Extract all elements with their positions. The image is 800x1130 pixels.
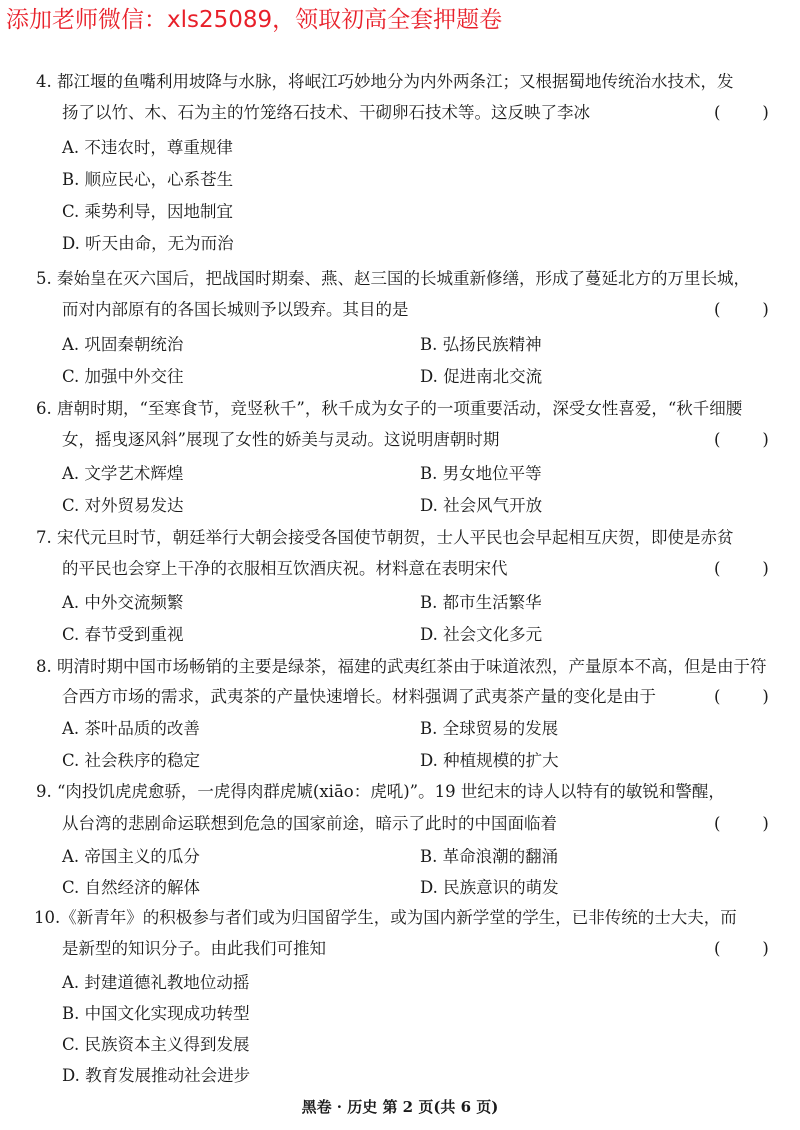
question-stem-line: 从台湾的悲剧命运联想到危急的国家前途，暗示了此时的中国面临着: [62, 814, 557, 833]
option-c[interactable]: C. 乘势利导，因地制宜: [62, 202, 234, 221]
question-stem-line: 女，摇曳逐风斜”展现了女性的娇美与灵动。这说明唐朝时期: [62, 430, 500, 449]
option-d[interactable]: D. 社会文化多元: [420, 625, 543, 644]
answer-bracket[interactable]: ( ): [714, 430, 769, 449]
question-stem-line: 扬了以竹、木、石为主的竹笼络石技术、干砌卵石技术等。这反映了李冰: [62, 103, 590, 122]
answer-bracket[interactable]: ( ): [714, 103, 769, 122]
option-c[interactable]: C. 自然经济的解体: [62, 878, 201, 897]
question-stem-line: 4. 都江堰的鱼嘴利用坡降与水脉，将岷江巧妙地分为内外两条江；又根据蜀地传统治水技术，发: [36, 72, 734, 91]
question-stem-line: 而对内部原有的各国长城则予以毁弃。其目的是: [62, 300, 409, 319]
option-b[interactable]: B. 中国文化实现成功转型: [62, 1004, 250, 1023]
option-b[interactable]: B. 全球贸易的发展: [420, 719, 559, 738]
option-a[interactable]: A. 中外交流频繁: [62, 593, 184, 612]
option-a[interactable]: A. 文学艺术辉煌: [62, 464, 184, 483]
question-stem-line: 合西方市场的需求，武夷茶的产量快速增长。材料强调了武夷茶产量的变化是由于: [62, 687, 656, 706]
option-d[interactable]: D. 促进南北交流: [420, 367, 543, 386]
question-stem-line: 的平民也会穿上干净的衣服相互饮酒庆祝。材料意在表明宋代: [62, 559, 508, 578]
option-b[interactable]: B. 都市生活繁华: [420, 593, 542, 612]
option-d[interactable]: D. 教育发展推动社会进步: [62, 1066, 251, 1085]
option-d[interactable]: D. 社会风气开放: [420, 496, 543, 515]
option-a[interactable]: A. 封建道德礼教地位动摇: [62, 973, 250, 992]
question-stem-line: 5. 秦始皇在灭六国后，把战国时期秦、燕、赵三国的长城重新修缮，形成了蔓延北方的万里长城，: [36, 269, 750, 288]
question-stem-line: 是新型的知识分子。由此我们可推知: [62, 939, 326, 958]
option-c[interactable]: C. 社会秩序的稳定: [62, 751, 201, 770]
question-stem-line: 9. “肉投饥虎虎愈骄，一虎得肉群虎虓(xiāo：虎吼)”。19 世纪末的诗人以特有的敏锐和警醒，: [36, 782, 725, 801]
option-c[interactable]: C. 民族资本主义得到发展: [62, 1035, 250, 1054]
answer-bracket[interactable]: ( ): [714, 559, 769, 578]
answer-bracket[interactable]: ( ): [714, 814, 769, 833]
answer-bracket[interactable]: ( ): [714, 687, 769, 706]
page-footer: 黑卷 · 历史 第 2 页(共 6 页): [301, 1098, 499, 1116]
question-stem-line: 6. 唐朝时期，“至寒食节，竞竖秋千”，秋千成为女子的一项重要活动，深受女性喜爱，“秋千细腰: [36, 399, 743, 418]
option-b[interactable]: B. 革命浪潮的翻涌: [420, 847, 559, 866]
option-b[interactable]: B. 顺应民心，心系苍生: [62, 170, 234, 189]
watermark-banner: 添加老师微信：xls25089，领取初高全套押题卷: [6, 7, 503, 33]
option-a[interactable]: A. 茶叶品质的改善: [62, 719, 200, 738]
option-a[interactable]: A. 不违农时，尊重规律: [62, 138, 233, 157]
question-stem-line: 10.《新青年》的积极参与者们或为归国留学生，或为国内新学堂的学生，已非传统的士大夫，而: [34, 908, 737, 927]
option-d[interactable]: D. 听天由命，无为而治: [62, 234, 234, 253]
option-c[interactable]: C. 加强中外交往: [62, 367, 184, 386]
option-a[interactable]: A. 帝国主义的瓜分: [62, 847, 200, 866]
answer-bracket[interactable]: ( ): [714, 939, 769, 958]
question-stem-line: 8. 明清时期中国市场畅销的主要是绿茶，福建的武夷红茶由于味道浓烈，产量原本不高，但是由于符: [36, 657, 767, 676]
answer-bracket[interactable]: ( ): [714, 300, 769, 319]
option-d[interactable]: D. 种植规模的扩大: [420, 751, 559, 770]
option-b[interactable]: B. 弘扬民族精神: [420, 335, 542, 354]
option-c[interactable]: C. 春节受到重视: [62, 625, 184, 644]
option-c[interactable]: C. 对外贸易发达: [62, 496, 184, 515]
question-stem-line: 7. 宋代元旦时节，朝廷举行大朝会接受各国使节朝贺，士人平民也会早起相互庆贺，即使是赤贫: [36, 528, 734, 547]
option-a[interactable]: A. 巩固秦朝统治: [62, 335, 184, 354]
option-d[interactable]: D. 民族意识的萌发: [420, 878, 559, 897]
option-b[interactable]: B. 男女地位平等: [420, 464, 542, 483]
